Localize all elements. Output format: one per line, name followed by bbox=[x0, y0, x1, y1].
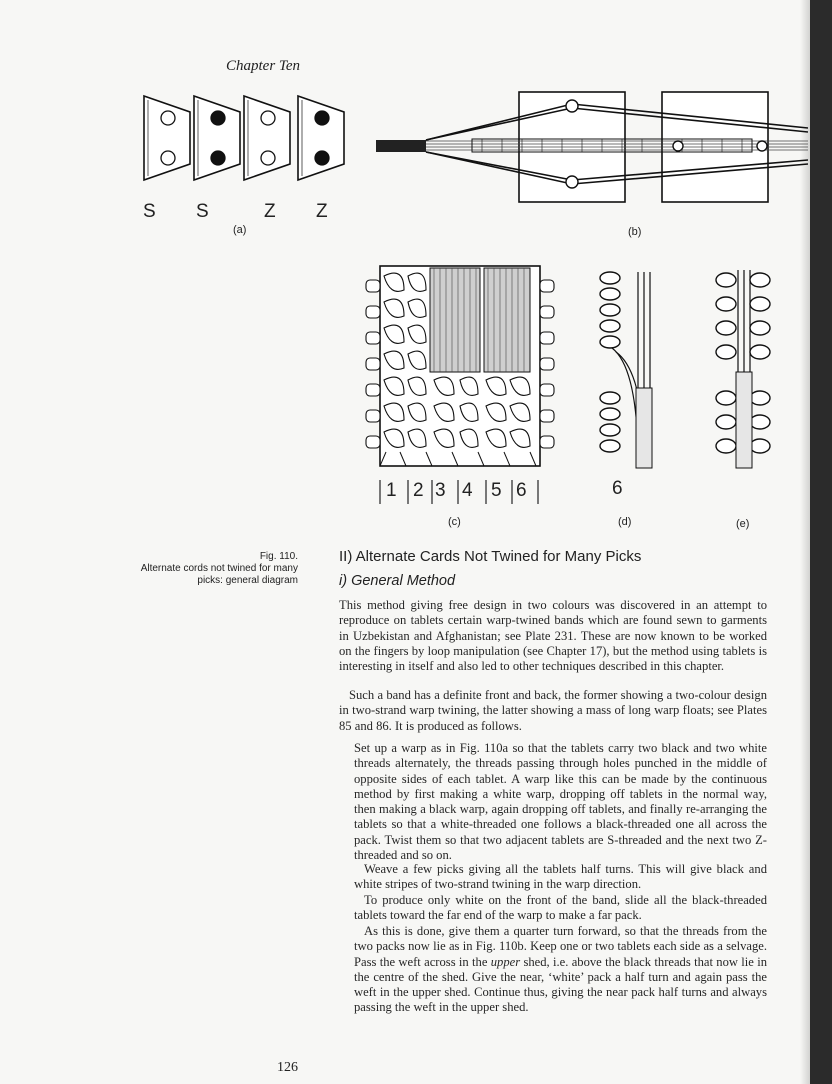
figure-b-label: (b) bbox=[628, 226, 642, 238]
paragraph-6-part-2: shed, i.e. above the black threads that now lie in the centre of the shed. Give the near, ‘white’ pack a half turn and again pass the weft in the upper shed. Continue thus, giving the near pack half turns and always passing the weft in the upper shed. bbox=[354, 954, 767, 1015]
figure-c-number-3: 3 bbox=[435, 480, 446, 501]
figure-c-number-1: 1 bbox=[386, 480, 397, 501]
running-head: Chapter Ten bbox=[226, 58, 301, 74]
figure-b-packs bbox=[372, 88, 808, 208]
figure-a-letter-1: S bbox=[143, 201, 156, 222]
paragraph-6-emphasis: upper bbox=[490, 954, 521, 969]
figure-caption-line-1: Alternate cords not twined for many bbox=[140, 563, 298, 574]
figure-d-label: (d) bbox=[618, 516, 632, 528]
figure-c-number-4: 4 bbox=[462, 480, 473, 501]
subsection-heading: i) General Method bbox=[339, 573, 456, 589]
paragraph-3: Set up a warp as in Fig. 110a so that the tablets carry two black and two white threads alternately, the threads passing through holes punched in the middle of opposite sides of each tablet. A warp like this can be made by the continuous method by first making a white warp, dropping off tablets in the normal way, then making a black warp, again dropping off tablets, and finally re-arranging the tablets so that a white-threaded one follows a black-threaded one all across the pack. Twist them so that two adjacent tablets are S-threaded and the next two Z-threaded and so on. bbox=[354, 741, 767, 863]
section-heading: II) Alternate Cards Not Twined for Many Picks bbox=[339, 548, 642, 565]
paragraph-1: This method giving free design in two colours was discovered in an attempt to reproduce on tablets certain warp-twined bands which are found sewn to garments in Uzbekistan and Afghanistan; see Plate 231. These are now known to be worked on the fingers by loop manipulation (see Chapter 17), but the method using tablets is interesting in itself and also led to other techniques described in this chapter. bbox=[339, 598, 767, 674]
paragraph-6-part-1: As this is done, give them a quarter turn forward, so that the threads from the two packs now lie as in Fig. 110b. Keep one or two tablets each side as a selvage. Pass the weft across in the bbox=[354, 924, 767, 969]
figure-a-letter-3: Z bbox=[264, 201, 276, 222]
figure-c-dividers bbox=[376, 478, 546, 506]
paragraph-5: To produce only white on the front of the band, slide all the black-threaded tablets toward the far end of the warp to make a far pack. bbox=[354, 893, 767, 923]
figure-d-twined-cords bbox=[594, 268, 658, 472]
paragraph-6 bbox=[354, 924, 767, 1016]
page-edge bbox=[810, 0, 832, 1084]
paragraph-2: Such a band has a definite front and back, the former showing a two-colour design in two-strand warp twining, the latter showing a mass of long warp floats; see Plates 85 and 86. It is produced as follows. bbox=[339, 688, 767, 733]
figure-a-letter-2: S bbox=[196, 201, 209, 222]
figure-d-number: 6 bbox=[612, 478, 623, 499]
figure-c-number-2: 2 bbox=[413, 480, 424, 501]
figure-c-number-5: 5 bbox=[491, 480, 502, 501]
figure-c-label: (c) bbox=[448, 516, 461, 528]
page-number: 126 bbox=[277, 1060, 298, 1075]
figure-caption bbox=[100, 551, 298, 587]
figure-c-number-6: 6 bbox=[516, 480, 527, 501]
figure-caption-line-2: picks: general diagram bbox=[197, 575, 298, 586]
figure-e-twined-cords bbox=[712, 268, 774, 472]
figure-a-label: (a) bbox=[233, 224, 247, 236]
figure-c-band-diagram bbox=[364, 262, 556, 472]
figure-e-label: (e) bbox=[736, 518, 750, 530]
figure-a-letter-4: Z bbox=[316, 201, 328, 222]
paragraph-4: Weave a few picks giving all the tablets half turns. This will give black and white stripes of two-strand twining in the warp direction. bbox=[354, 862, 767, 892]
figure-caption-number: Fig. 110. bbox=[259, 551, 298, 562]
